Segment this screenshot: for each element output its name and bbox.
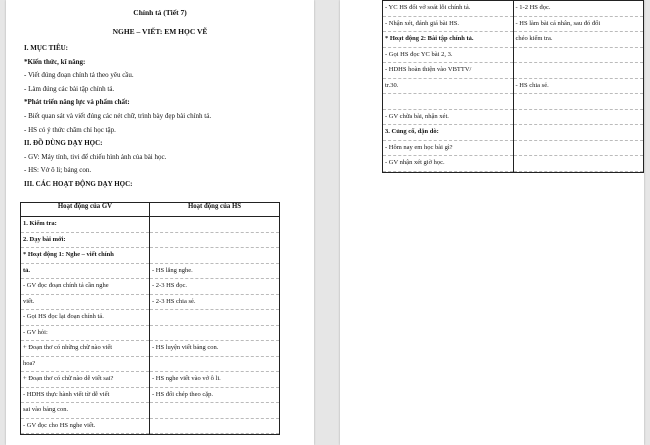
- table-cell-line: 1. Kiểm tra:: [21, 217, 149, 233]
- table-cell-line: * Hoạt động 1: Nghe – viết chính: [21, 248, 149, 264]
- hs-activities-cell[interactable]: [513, 1, 644, 173]
- table-cell-line: [150, 357, 279, 373]
- table-cell-line: [150, 403, 279, 419]
- table-cell-line: [150, 248, 279, 264]
- table-cell-line: - HDHS thực hành viết từ dễ viết: [21, 388, 149, 404]
- hs-activities-cell[interactable]: [150, 217, 280, 435]
- table-cell-line: - 2-3 HS chia sẻ.: [150, 295, 279, 311]
- table-cell-line: - HS chia sẻ.: [514, 79, 644, 95]
- table-header-gv: Hoạt động của GV: [21, 203, 150, 217]
- table-cell-line: - 1-2 HS đọc.: [514, 1, 644, 17]
- table-cell-line: - Nhận xét, đánh giá bài HS.: [383, 17, 513, 33]
- activities-table-continued[interactable]: [382, 0, 644, 173]
- table-cell-line: chéo kiểm tra.: [514, 32, 644, 48]
- gv-activities-cell[interactable]: [21, 217, 150, 435]
- table-cell-line: + Đoạn thơ có những chữ nào viết: [21, 341, 149, 357]
- table-cell-line: - YC HS đổi vở soát lỗi chính tả.: [383, 1, 513, 17]
- table-cell-line: - GV hỏi:: [21, 326, 149, 342]
- gv-activities-cell[interactable]: [383, 1, 514, 173]
- lesson-subtitle: NGHE – VIẾT: EM HỌC VẼ: [112, 27, 208, 36]
- table-cell-line: - GV nhận xét giờ học.: [383, 156, 513, 172]
- table-cell-line: [383, 94, 513, 110]
- table-cell-line: - 2-3 HS đọc.: [150, 279, 279, 295]
- table-cell-line: [150, 217, 279, 233]
- table-cell-line: - HS đổi chép theo cặp.: [150, 388, 279, 404]
- table-cell-line: - HDHS hoàn thiện vào VBTTV/: [383, 63, 513, 79]
- section-text: - Làm đúng các bài tập chính tả.: [24, 84, 115, 93]
- table-cell-line: [514, 156, 644, 172]
- table-cell-line: [150, 326, 279, 342]
- table-cell-line: - Gọi HS đọc lại đoạn chính tả.: [21, 310, 149, 326]
- table-cell-line: [150, 310, 279, 326]
- table-cell-line: - HS luyện viết bảng con.: [150, 341, 279, 357]
- table-cell-line: - HS lắng nghe.: [150, 264, 279, 280]
- table-cell-line: [514, 141, 644, 157]
- section-heading: *Kiến thức, kĩ năng:: [24, 57, 86, 66]
- section-text: - HS có ý thức chăm chỉ học tập.: [24, 125, 116, 134]
- section-text: - Biết quan sát và viết đúng các nét chữ, trình bày đẹp bài chính tả.: [24, 112, 212, 120]
- document-page-left: [6, 0, 314, 445]
- table-cell-line: - HS làm bài cá nhân, sau đó đổi: [514, 17, 644, 33]
- table-cell-line: + Đoạn thơ có chữ nào dễ viết sai?: [21, 372, 149, 388]
- section-heading: II. ĐỒ DÙNG DẠY HỌC:: [24, 139, 103, 148]
- activities-table[interactable]: [20, 202, 280, 435]
- table-cell-line: [514, 110, 644, 126]
- section-text: - GV: Máy tính, tivi để chiếu hình ảnh của bài học.: [24, 152, 167, 161]
- section-heading: III. CÁC HOẠT ĐỘNG DẠY HỌC:: [24, 180, 133, 188]
- section-heading: *Phát triển năng lực và phẩm chất:: [24, 98, 130, 107]
- table-cell-line: [150, 419, 279, 435]
- table-cell-line: sai vào bảng con.: [21, 403, 149, 419]
- section-heading: I. MỤC TIÊU:: [24, 44, 69, 52]
- table-cell-line: - GV đọc đoạn chính tả cần nghe: [21, 279, 149, 295]
- table-cell-line: tr.30.: [383, 79, 513, 95]
- lesson-title: Chính tả (Tiết 7): [133, 8, 187, 17]
- table-cell-line: - GV đọc cho HS nghe viết.: [21, 419, 149, 435]
- table-cell-line: tả.: [21, 264, 149, 280]
- table-cell-line: 3. Củng cố, dặn dò:: [383, 125, 513, 141]
- table-cell-line: [150, 233, 279, 249]
- section-text: - Viết đúng đoạn chính tả theo yêu cầu.: [24, 71, 134, 80]
- table-cell-line: 2. Dạy bài mới:: [21, 233, 149, 249]
- table-cell-line: [514, 63, 644, 79]
- table-cell-line: [514, 125, 644, 141]
- table-cell-line: hoa?: [21, 357, 149, 373]
- table-cell-line: [514, 94, 644, 110]
- table-cell-line: - HS nghe viết vào vở ô li.: [150, 372, 279, 388]
- table-cell-line: * Hoạt động 2: Bài tập chính tả.: [383, 32, 513, 48]
- table-cell-line: - GV chữa bài, nhận xét.: [383, 110, 513, 126]
- table-cell-line: viết.: [21, 295, 149, 311]
- table-header-hs: Hoạt động của HS: [150, 203, 280, 217]
- section-text: - HS: Vở ô li; bảng con.: [24, 166, 92, 175]
- document-page-right: [340, 0, 644, 445]
- table-cell-line: - Gọi HS đọc YC bài 2, 3.: [383, 48, 513, 64]
- table-cell-line: [514, 48, 644, 64]
- table-cell-line: - Hôm nay em học bài gì?: [383, 141, 513, 157]
